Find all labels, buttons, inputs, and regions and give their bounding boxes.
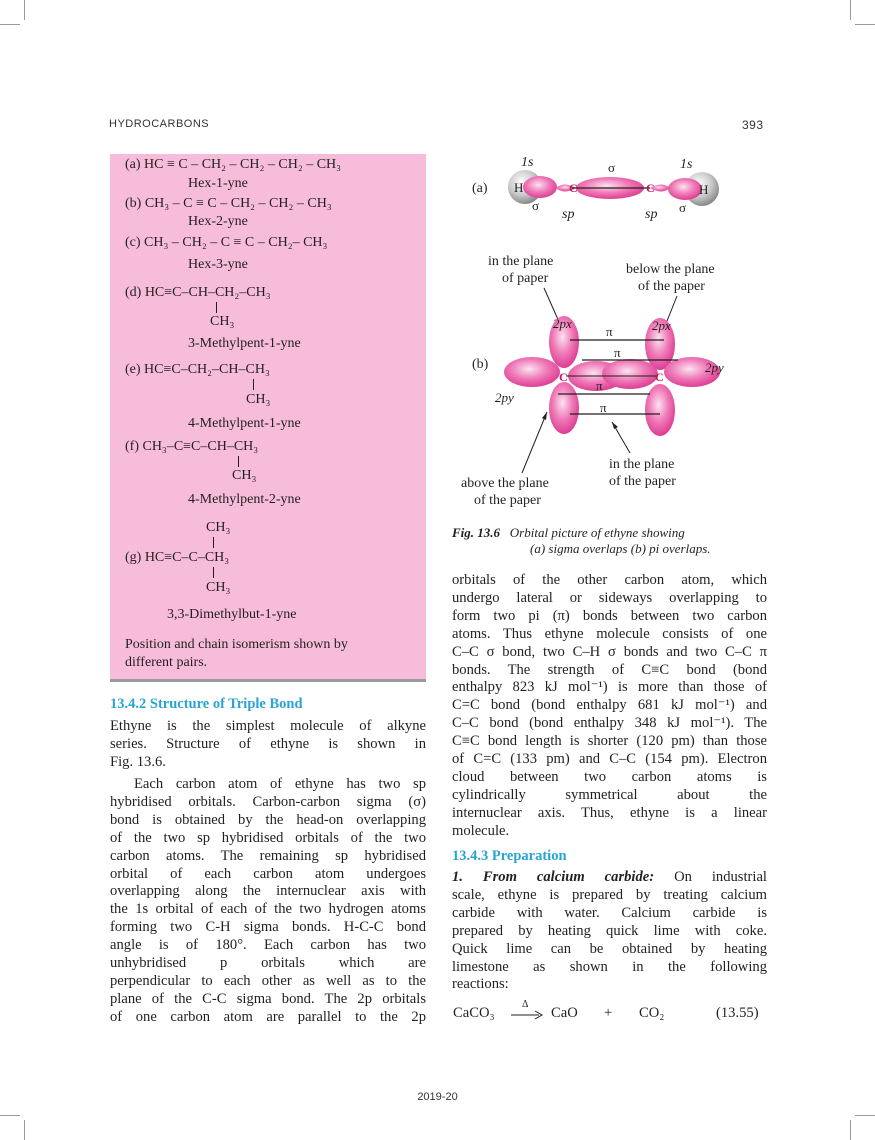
text-line: unhybridised p orbitals which are [110, 955, 426, 972]
text-line: C–C σ bond, two C–H σ bonds and two C–C π [452, 643, 767, 660]
part-a-label: (a) [472, 181, 488, 196]
sp-label: sp [645, 207, 658, 222]
isomer-f-formula: (f) CH₃–C≡C–CH–CH₃ [125, 439, 259, 454]
text-line: enthalpy 823 kJ mol⁻¹) is more than those of [452, 679, 767, 696]
isomer-e-name: 4-Methylpent-1-yne [188, 416, 301, 431]
p-orbital-lobe [504, 357, 560, 387]
arrowhead [542, 412, 547, 420]
sigma-label: σ [532, 198, 540, 213]
c-atom: C [655, 370, 664, 384]
isomer-d-formula: (d) HC≡C–CH–CH₂–CH₃ [125, 285, 271, 300]
section-heading: 13.4.2 Structure of Triple Bond [110, 696, 303, 712]
text-line: Ethyne is the simplest molecule of alkyne [110, 718, 426, 734]
isomer-g-formula: (g) HC≡C–C–CH₃ [125, 550, 230, 565]
bond-line [238, 456, 239, 467]
figure-label: Fig. 13.6 [452, 525, 501, 540]
text-line: series. Structure of ethyne is shown in [110, 735, 426, 752]
crop-mark [850, 1120, 851, 1140]
orbital-2px-label: 2px [652, 318, 671, 333]
crop-mark [855, 1115, 875, 1116]
isomer-g-bottom: CH₃ [206, 580, 231, 595]
orbital-1s-label: 1s [521, 155, 534, 170]
sigma-label: σ [679, 200, 687, 215]
c-atom: C [646, 181, 655, 195]
annotation: of the paper [638, 279, 705, 294]
text-line: form two pi (π) bonds between two carbon [452, 607, 767, 624]
figure-caption [452, 525, 768, 557]
orbital-diagram [452, 150, 772, 515]
page-number: 393 [742, 118, 764, 132]
text-line: reactions: [452, 976, 509, 993]
text-line: C≡C bond length is shorter (120 pm) than those [452, 733, 767, 750]
isomer-e-substituent: CH₃ [246, 392, 271, 407]
crop-mark [24, 0, 25, 20]
orbital-2py-label: 2py [705, 360, 724, 375]
isomer-e-formula: (e) HC≡C–CH₂–CH–CH₃ [125, 362, 270, 377]
text-line: of C=C (133 pm) and C–C (154 pm). Electron [452, 751, 767, 768]
isomer-note: different pairs. [125, 655, 208, 670]
text-line: Quick lime can be obtained by heating [452, 940, 767, 957]
annotation: of paper [502, 271, 549, 286]
p-orbital-lobe [645, 384, 675, 436]
text-line: undergo lateral or sideways overlapping to [452, 589, 767, 606]
isomer-a-name: Hex-1-yne [188, 176, 248, 191]
sigma-label: σ [608, 160, 616, 175]
paragraph [110, 718, 426, 772]
annotation: in the plane [609, 457, 675, 472]
isomer-b-formula: (b) CH₃ – C ≡ C – CH₂ – CH₂ – CH₃ [125, 196, 332, 211]
crop-mark [850, 0, 851, 20]
text-line: prepared by heating quick lime with coke. [452, 922, 767, 939]
isomer-g-name: 3,3-Dimethylbut-1-yne [167, 607, 297, 622]
pi-label: π [614, 345, 621, 360]
p-orbital-lobe [602, 359, 658, 389]
text-line: angle is of 180°. Each carbon has two [110, 937, 426, 954]
text-line: orbitals of the other carbon atom, which [452, 572, 767, 588]
isomer-f-name: 4-Methylpent-2-yne [188, 492, 301, 507]
p-orbital-lobe [549, 382, 579, 434]
text-line: molecule. [452, 822, 510, 839]
isomer-f-substituent: CH₃ [232, 468, 257, 483]
eq-delta: Δ [522, 999, 529, 1010]
text-line: orbital of each carbon atom undergoes [110, 865, 426, 882]
text-line: cloud between two carbon atoms is [452, 768, 767, 785]
annotation: of the paper [609, 474, 676, 489]
annotation: of the paper [474, 493, 541, 508]
caption-text: Orbital picture of ethyne showing [509, 525, 685, 540]
text-line: of the two sp hybridised orbitals of the two [110, 829, 426, 846]
pi-label: π [600, 400, 607, 415]
text-line: scale, ethyne is prepared by treating calcium [452, 886, 767, 903]
text-line: atoms. Thus ethyne molecule consists of one [452, 625, 767, 642]
text-line: bonds. The strength of C≡C bond (bond [452, 661, 767, 678]
pointer-arrow [522, 412, 547, 473]
text-line: overlapping along the internuclear axis with [110, 883, 426, 900]
paragraph [452, 869, 767, 994]
text-line: plane of the C-C sigma bond. The 2p orbitals [110, 990, 426, 1007]
sp-label: sp [562, 207, 575, 222]
crop-mark [24, 1120, 25, 1140]
text-line: C–C bond (bond enthalpy 348 kJ mol⁻¹). The [452, 715, 767, 732]
c-atom: C [559, 370, 568, 384]
orbital-1s-label: 1s [680, 157, 693, 172]
c-atom: C [569, 181, 578, 195]
bond-line [213, 537, 214, 548]
isomer-g-top: CH₃ [206, 520, 231, 535]
orbital-2py-label: 2py [495, 390, 514, 405]
paragraph [452, 572, 767, 841]
sp-orbital [668, 178, 702, 200]
text-line: perpendicular to each other as well as to the [110, 972, 426, 989]
text-line: Each carbon atom of ethyne has two sp [134, 776, 426, 792]
reaction-arrow [511, 1010, 543, 1020]
crop-mark [855, 24, 875, 25]
bond-line [253, 379, 254, 390]
equation-number: (13.55) [716, 1005, 759, 1021]
text-line: hybridised orbitals. Carbon-carbon sigma (σ) [110, 793, 426, 810]
annotation: above the plane [461, 476, 549, 491]
eq-reactant: CaCO₃ [453, 1005, 495, 1021]
isomer-c-formula: (c) CH₃ – CH₂ – C ≡ C – CH₂– CH₃ [125, 235, 328, 250]
isomer-d-substituent: CH₃ [210, 314, 235, 329]
isomer-c-name: Hex-3-yne [188, 257, 248, 272]
orbital-2px-label: 2px [553, 316, 572, 331]
section-heading: 13.4.3 Preparation [452, 848, 567, 864]
text-line: the 1s orbital of each of the two hydrogen atoms [110, 901, 426, 918]
text-line: C=C bond (bond enthalpy 681 kJ mol⁻¹) and [452, 697, 767, 714]
isomer-a-formula: (a) HC ≡ C – CH₂ – CH₂ – CH₂ – CH₃ [125, 157, 342, 172]
arrowhead [612, 422, 618, 429]
h-atom: H [699, 182, 709, 197]
crop-mark [0, 1115, 20, 1116]
sp-orbital [523, 176, 557, 198]
text-line: forming two C-H sigma bonds. H-C-C bond [110, 919, 426, 936]
eq-product: CO₂ [639, 1005, 665, 1021]
text-line: cylindrically symmetrical about the [452, 786, 767, 803]
isomer-note: Position and chain isomerism shown by [125, 637, 348, 652]
running-header: HYDROCARBONS [109, 118, 210, 130]
pi-label: π [596, 378, 603, 393]
paragraph [110, 776, 426, 1027]
pi-label: π [606, 324, 613, 339]
text-line: internuclear axis. Thus, ethyne is a linear [452, 804, 767, 821]
bond-line [216, 302, 217, 313]
eq-product: CaO [551, 1005, 578, 1021]
text-line: carbide with water. Calcium carbide is [452, 904, 767, 921]
annotation: below the plane [626, 262, 715, 277]
isomer-b-name: Hex-2-yne [188, 214, 248, 229]
caption-text: (a) sigma overlaps (b) pi overlaps. [530, 541, 711, 556]
text-line: limestone as shown in the following [452, 958, 767, 975]
isomer-d-name: 3-Methylpent-1-yne [188, 336, 301, 351]
text-line: of one carbon atom are parallel to the 2p [110, 1008, 426, 1025]
subheading: 1. From calcium carbide: [452, 869, 655, 885]
text-line: carbon atoms. The remaining sp hybridised [110, 847, 426, 864]
text-line: bond is obtained by the head-on overlapping [110, 811, 426, 828]
crop-mark [0, 24, 20, 25]
text-line: On industrial [674, 869, 767, 885]
bond-line [213, 567, 214, 578]
annotation: in the plane [488, 254, 554, 269]
page-footer: 2019-20 [417, 1091, 458, 1103]
h-atom: H [514, 180, 524, 195]
eq-plus: + [604, 1005, 613, 1021]
part-b-label: (b) [472, 357, 489, 372]
text-line: Fig. 13.6. [110, 753, 166, 770]
